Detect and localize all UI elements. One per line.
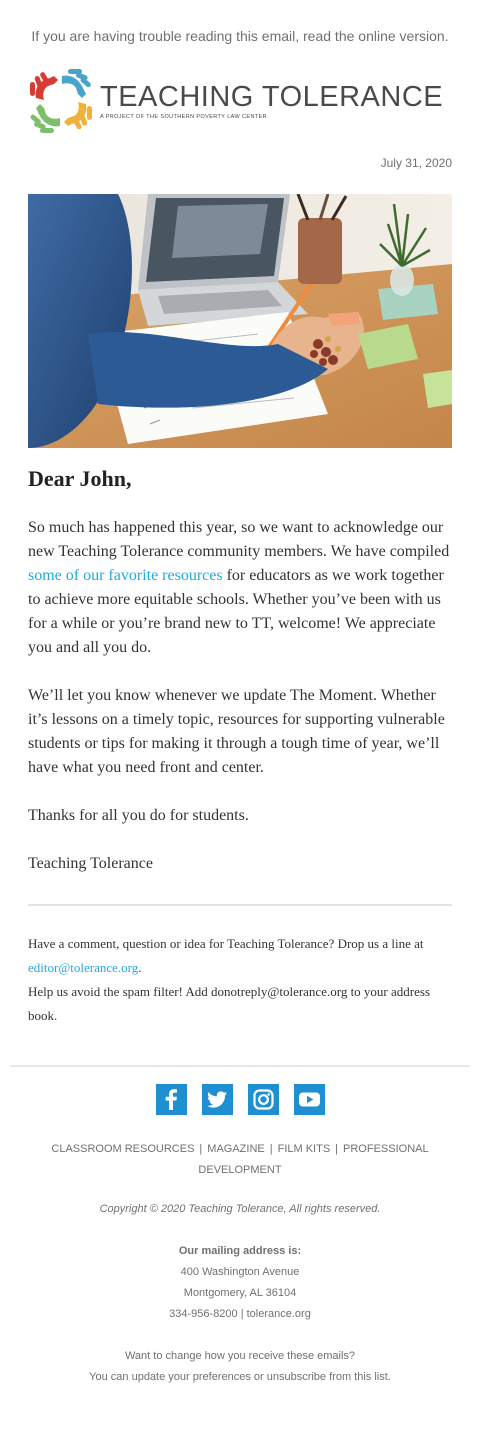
- editor-email-link[interactable]: editor@tolerance.org: [28, 960, 139, 975]
- youtube-icon[interactable]: [294, 1084, 325, 1115]
- nav-separator: |: [199, 1143, 203, 1155]
- contact-line: Have a comment, question or idea for Teaching Tolerance? Drop us a line at: [28, 936, 424, 951]
- spam-filter-note: Help us avoid the spam filter! Add donotreply@tolerance.org to your address book.: [28, 984, 430, 1023]
- contact-note: [28, 932, 452, 1028]
- prefs-question: Want to change how you receive these emails?: [124, 1350, 356, 1362]
- update-preferences-link[interactable]: update your preferences: [131, 1371, 251, 1383]
- brand-logo[interactable]: [28, 68, 443, 134]
- instagram-icon[interactable]: [248, 1084, 279, 1115]
- prefs-or: or: [250, 1371, 267, 1383]
- favorite-resources-link[interactable]: some of our favorite resources: [28, 567, 223, 584]
- unsubscribe-link[interactable]: unsubscribe from this list: [266, 1371, 388, 1383]
- online-version-link[interactable]: If you are having trouble reading this email, read the online version.: [31, 28, 449, 44]
- paragraph-intro: [28, 516, 454, 660]
- intro-text-start: So much has happened this year, so we want to acknowledge our new Teaching Tolerance community members. We have compiled: [28, 519, 450, 560]
- moment-text: We’ll let you know whenever we update The Moment. Whether it’s lessons on a timely topic, resources for supporting vulnerable students or tips for making it through a tough time of year, we’ll have what you need front and center.: [28, 687, 445, 776]
- prefs-options: [0, 1367, 480, 1388]
- brand-subtitle: A PROJECT OF THE SOUTHERN POVERTY LAW CENTER: [100, 114, 268, 120]
- mailing-phone-site: 334-956-8200 | tolerance.org: [169, 1308, 311, 1320]
- nav-professional-development[interactable]: PROFESSIONAL DEVELOPMENT: [198, 1143, 429, 1176]
- paragraph-thanks: [28, 804, 454, 828]
- footer-nav: [40, 1139, 440, 1181]
- mailing-address: [0, 1241, 480, 1325]
- preheader: [0, 28, 480, 44]
- nav-film-kits[interactable]: FILM KITS: [277, 1143, 331, 1155]
- brand-title: TEACHING TOLERANCE: [100, 81, 444, 113]
- mailing-address-label: Our mailing address is:: [178, 1245, 302, 1257]
- copyright: Copyright © 2020 Teaching Tolerance, All rights reserved.: [99, 1203, 381, 1215]
- nav-separator: |: [269, 1143, 273, 1155]
- nav-magazine[interactable]: MAGAZINE: [207, 1143, 265, 1155]
- footer-divider: [10, 1065, 470, 1067]
- prefs-end: .: [387, 1371, 391, 1383]
- mailing-city: Montgomery, AL 36104: [183, 1287, 297, 1299]
- signature-text: Teaching Tolerance: [28, 855, 153, 872]
- hero-image: [28, 194, 452, 448]
- nav-classroom-resources[interactable]: CLASSROOM RESOURCES: [51, 1143, 195, 1155]
- facebook-icon[interactable]: [156, 1084, 187, 1115]
- paragraph-moment: [28, 684, 454, 780]
- intro-text-end: for educators as we work together to achieve more equitable schools. Whether you’ve been with us for a while or you’re brand new to TT, welcome! We appreciate you and all you do.: [28, 567, 444, 656]
- thanks-text: Thanks for all you do for students.: [28, 807, 249, 824]
- social-links: [0, 1084, 480, 1115]
- divider: [28, 904, 452, 906]
- mailing-street: 400 Washington Avenue: [180, 1266, 300, 1278]
- hands-logo-icon: [28, 68, 94, 134]
- greeting: Dear John,: [28, 466, 132, 491]
- signature: [28, 852, 454, 876]
- nav-separator: |: [335, 1143, 339, 1155]
- email-date: July 31, 2020: [380, 156, 452, 170]
- contact-line-end: .: [138, 960, 142, 975]
- twitter-icon[interactable]: [202, 1084, 233, 1115]
- prefs-text: You can: [89, 1371, 132, 1383]
- email-preferences: [0, 1346, 480, 1388]
